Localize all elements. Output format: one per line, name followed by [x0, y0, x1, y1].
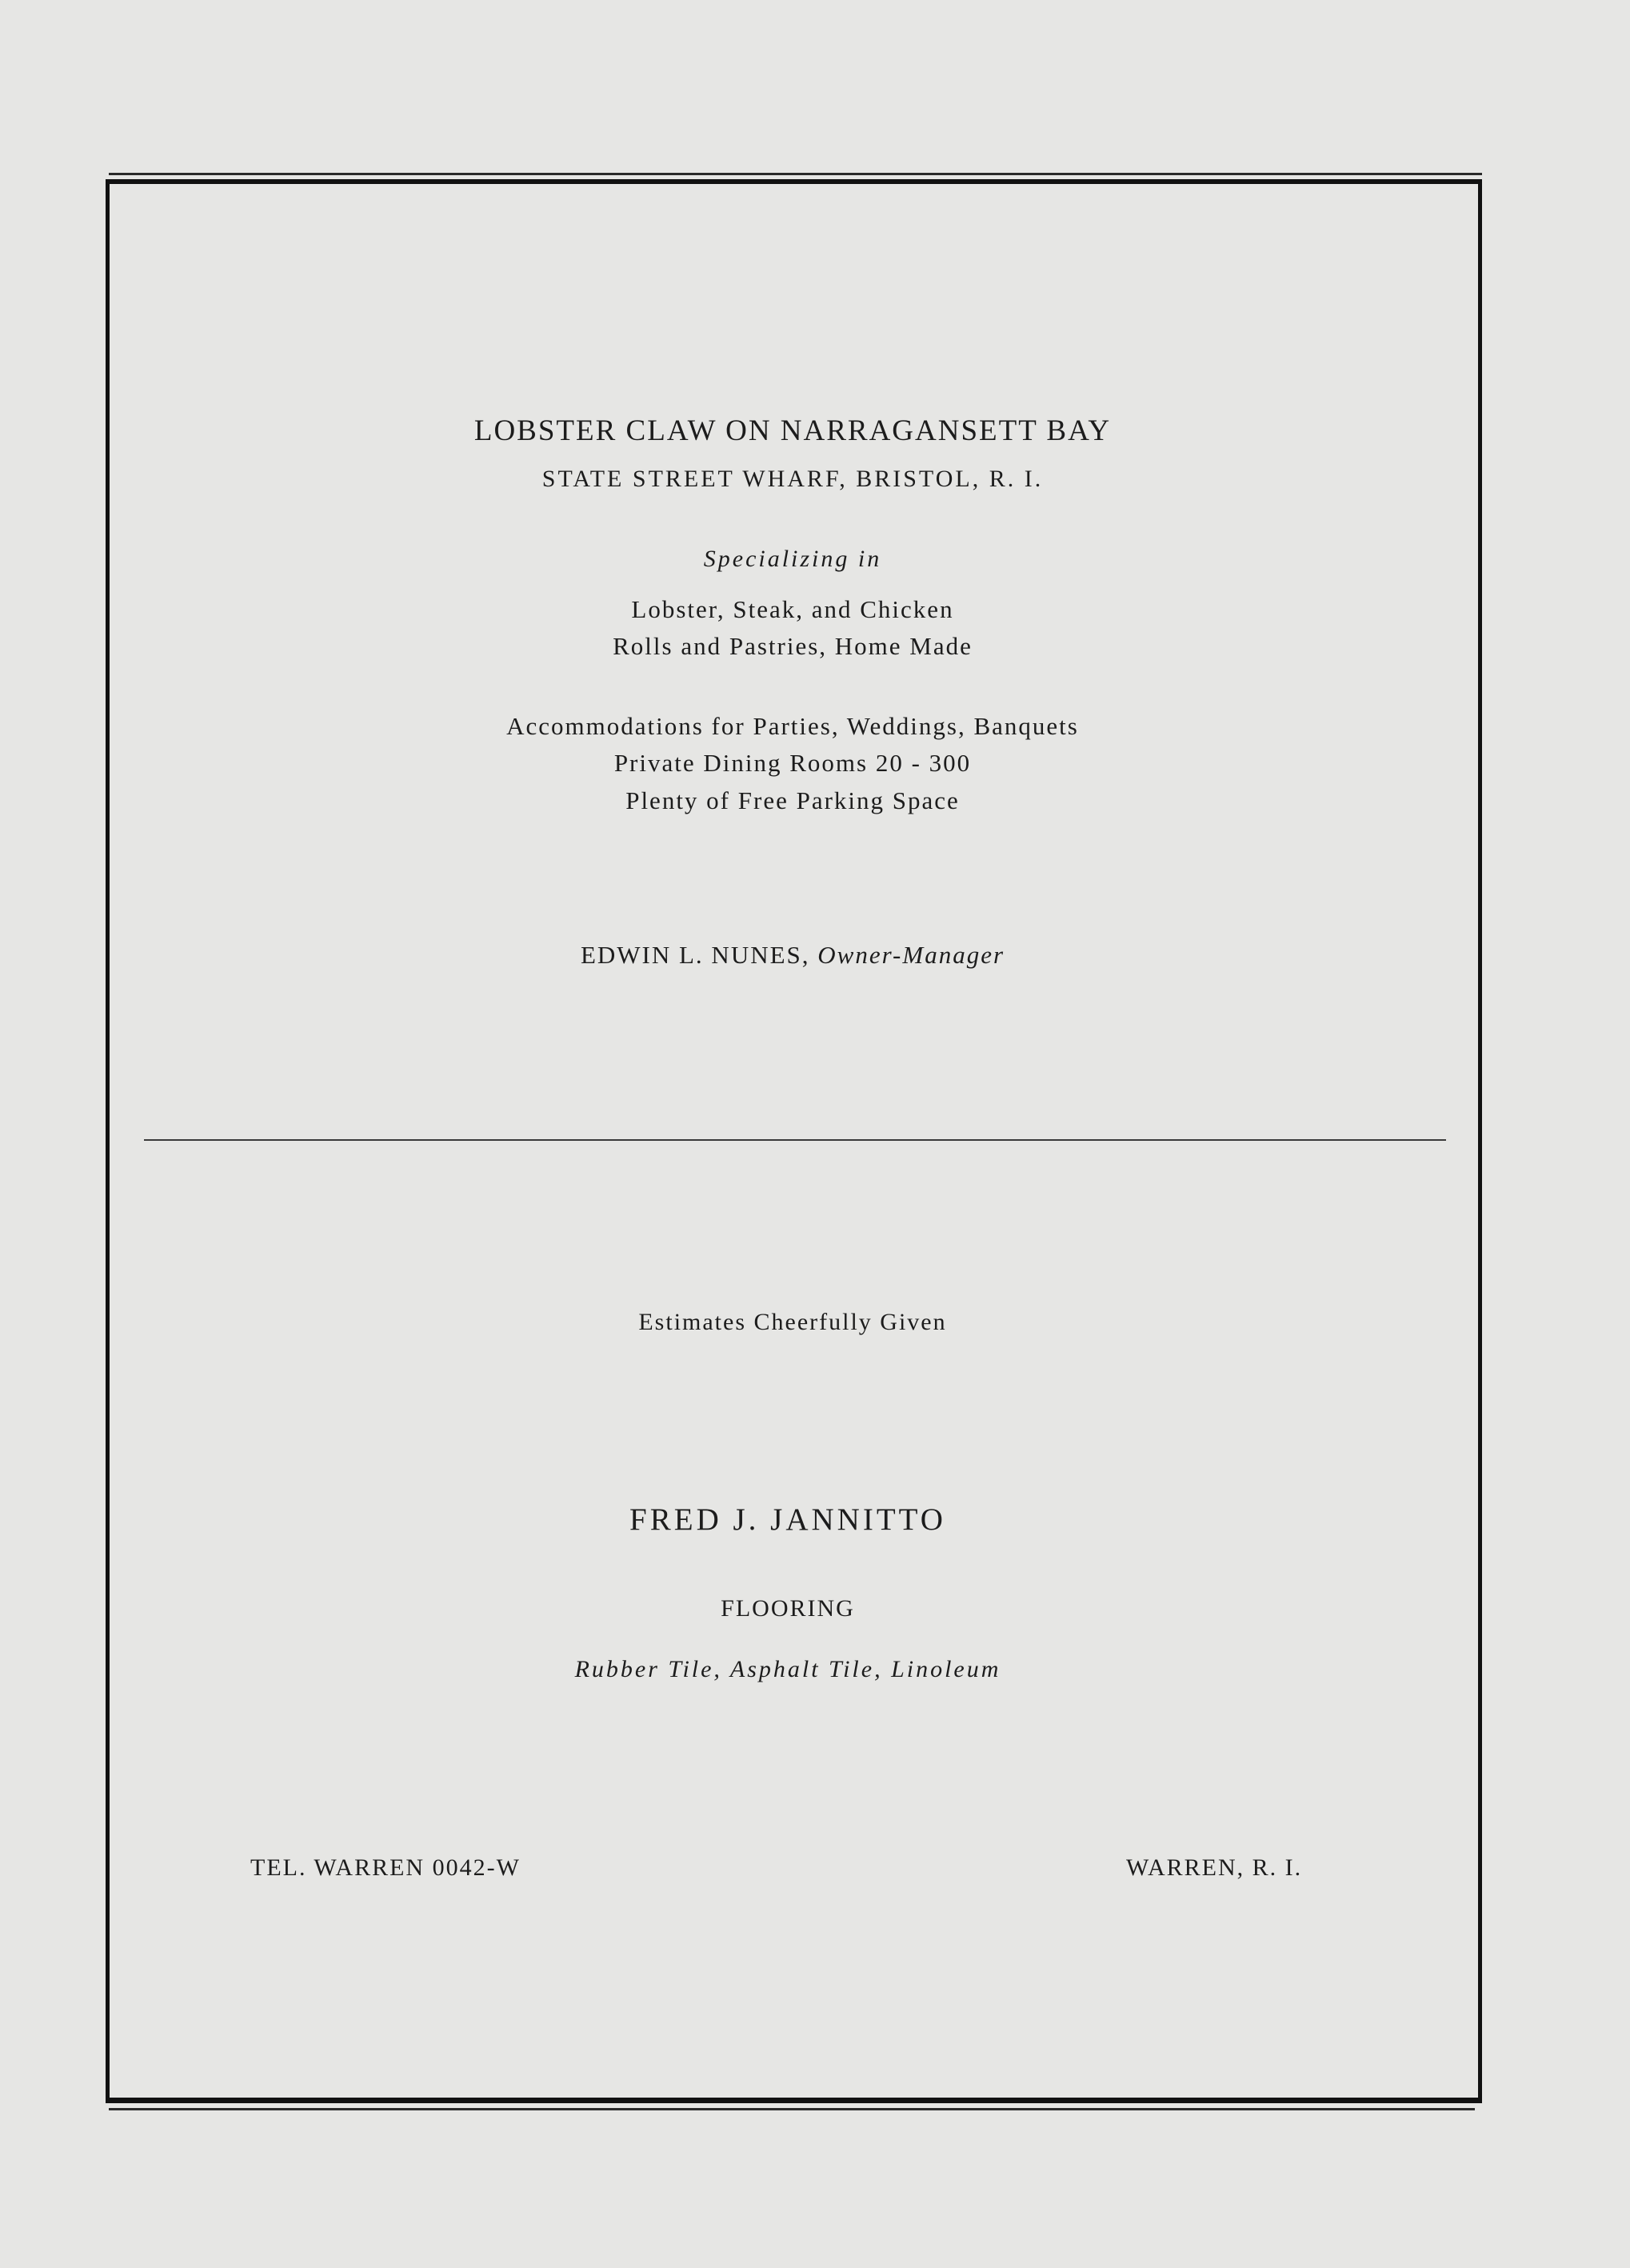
ad1-menu-line-2: Rolls and Pastries, Home Made — [613, 632, 973, 660]
ad1-accommodations-line-3: Plenty of Free Parking Space — [625, 786, 960, 814]
ad1-accommodations-line-2: Private Dining Rooms 20 - 300 — [613, 749, 972, 777]
ad2-name: FRED J. JANNITTO — [629, 1502, 946, 1537]
ad1-owner — [0, 942, 1585, 967]
ad1-menu-line-1: Lobster, Steak, and Chicken — [631, 595, 954, 623]
frame-top-thick-rule — [109, 179, 1482, 184]
ad2-tagline: Estimates Cheerfully Given — [638, 1309, 947, 1335]
frame-top-thin-rule — [109, 173, 1482, 175]
ad1-title: LOBSTER CLAW ON NARRAGANSETT BAY — [473, 414, 1112, 447]
ad2-town: WARREN, R. I. — [1126, 1854, 1303, 1881]
frame-bottom-thick-rule — [106, 2098, 1482, 2103]
ad2-phone: TEL. WARREN 0042-W — [250, 1854, 521, 1881]
ad1-specializing: Specializing in — [703, 546, 882, 572]
ad2-products: Rubber Tile, Asphalt Tile, Linoleum — [574, 1656, 1001, 1682]
ad1-owner-title: Owner-Manager — [817, 941, 1005, 969]
ad1-address: STATE STREET WHARF, BRISTOL, R. I. — [541, 466, 1044, 492]
ad2-trade: FLOORING — [721, 1595, 855, 1622]
section-divider — [144, 1139, 1446, 1141]
ad1-owner-name: EDWIN L. NUNES, — [580, 941, 810, 969]
frame-bottom-thin-rule — [109, 2108, 1475, 2110]
ad1-accommodations-line-1: Accommodations for Parties, Weddings, Banquets — [506, 712, 1079, 740]
